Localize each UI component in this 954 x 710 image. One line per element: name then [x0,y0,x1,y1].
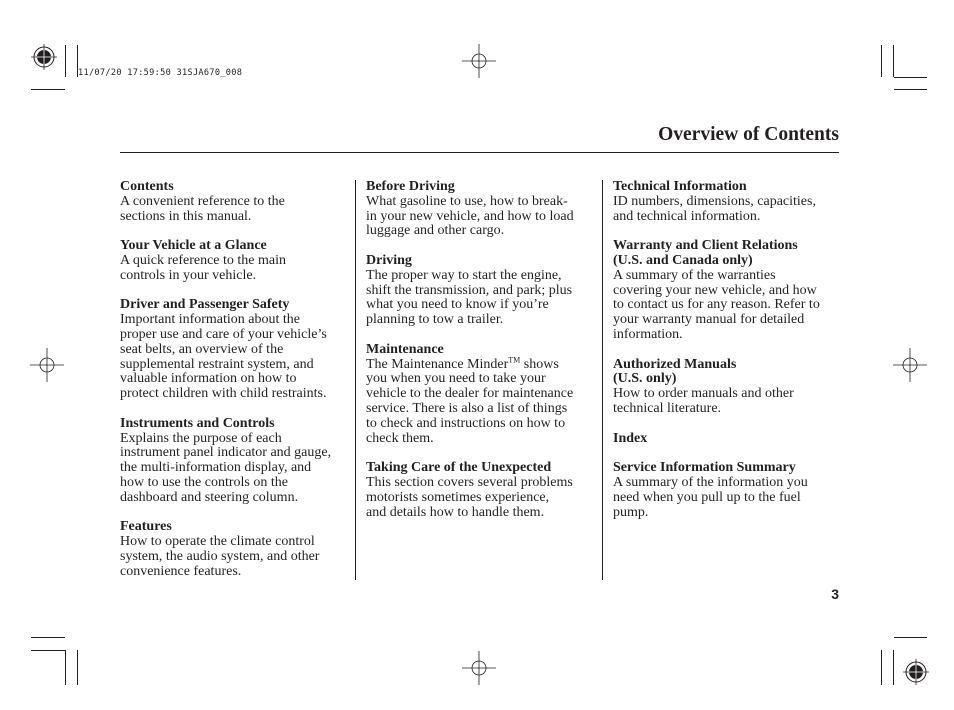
entry-description-line: you when you need to take your [366,371,546,387]
crop-mark-line [31,89,65,90]
title-rule [120,152,839,153]
entry-heading-qualifier: (U.S. and Canada only) [613,252,753,268]
trademark-symbol: TM [508,354,521,364]
entry-heading-qualifier: (U.S. only) [613,371,677,387]
trademark-text: The Maintenance Minder [366,356,509,372]
entry-description-line: How to operate the climate control [120,534,315,550]
entry-heading: Maintenance [366,341,444,357]
entry-description-line: to check and instructions on how to [366,415,566,431]
crosshair-mark-icon [462,44,496,78]
crop-mark-line [881,45,882,77]
entry-description-line: A summary of the information you [613,474,808,490]
crop-mark-line [894,77,927,78]
entry-description-line: need when you pull up to the fuel [613,489,801,505]
entry-description-line: protect children with child restraints. [120,386,327,402]
contents-entry [120,417,352,506]
entry-description-line [366,354,596,373]
entry-heading: Warranty and Client Relations [613,238,798,254]
contents-entry [613,180,839,224]
page-title: Overview of Contents [658,124,839,145]
entry-description-line: what you need to know if you’re [366,297,549,313]
entry-description-line: Explains the purpose of each [120,430,282,446]
entry-heading: Authorized Manuals [613,356,737,372]
entry-heading: Instruments and Controls [120,415,275,431]
column-divider [355,180,356,580]
print-stamp: 11/07/20 17:59:50 31SJA670_008 [78,68,243,78]
crosshair-mark-icon [462,651,496,685]
entry-description-line: shift the transmission, and park; plus [366,282,573,298]
contents-column-1 [120,180,352,594]
entry-description-line: This section covers several problems [366,474,573,490]
entry-description-line: vehicle to the dealer for maintenance [366,386,574,402]
entry-description-line: A summary of the warranties [613,267,776,283]
entry-description-line: The proper way to start the engine, [366,267,562,283]
contents-entry [120,298,352,402]
trademark-text-after: shows [520,356,559,372]
entry-heading: Driver and Passenger Safety [120,297,290,313]
entry-description-line: seat belts, an overview of the [120,341,284,357]
entry-heading: Features [120,519,172,535]
crop-mark-line [77,650,78,685]
contents-entry [366,254,596,328]
entry-description-line: A quick reference to the main [120,252,286,268]
registration-target-icon [902,658,930,686]
entry-description-line: your warranty manual for detailed [613,312,805,328]
entry-description-line: planning to tow a trailer. [366,312,504,328]
entry-description-line: information. [613,326,683,342]
crop-mark-line [893,650,894,685]
entry-heading: Your Vehicle at a Glance [120,238,267,254]
entry-heading: Taking Care of the Unexpected [366,460,552,476]
entry-description-line: What gasoline to use, how to break- [366,193,568,209]
crop-mark-line [894,89,927,90]
contents-column-2 [366,180,596,535]
entry-heading: Contents [120,179,174,194]
column-divider [602,180,603,580]
entry-heading: Before Driving [366,179,455,194]
page-number: 3 [831,586,839,602]
entry-heading: Technical Information [613,179,747,194]
registration-target-icon [30,43,58,71]
contents-entry [613,239,839,343]
entry-description-line: how to use the controls on the [120,474,288,490]
entry-description-line: convenience features. [120,563,242,579]
contents-entry [120,520,352,579]
entry-heading: Driving [366,252,412,268]
entry-heading: Index [613,430,648,446]
entry-description-line: in your new vehicle, and how to load [366,208,574,224]
crosshair-mark-icon [30,348,64,382]
crop-mark-line [894,637,927,638]
entry-description-line: instrument panel indicator and gauge, [120,445,332,461]
crop-mark-line [893,45,894,77]
contents-entry [366,343,596,447]
contents-entry [120,180,352,224]
entry-heading: Service Information Summary [613,460,796,476]
crop-mark-line [65,650,66,685]
contents-entry [120,239,352,283]
entry-description-line: service. There is also a list of things [366,400,568,416]
entry-description-line: and details how to handle them. [366,504,545,520]
entry-description-line: pump. [613,504,649,520]
contents-entry [366,461,596,520]
entry-description-line: luggage and other cargo. [366,223,505,239]
entry-description-line: and technical information. [613,208,761,224]
entry-description-line: check them. [366,430,434,446]
entry-description-line: Important information about the [120,312,301,328]
entry-description-line: technical literature. [613,400,722,416]
entry-description-line: proper use and care of your vehicle’s [120,326,327,342]
crop-mark-line [65,45,66,77]
contents-column-3 [613,180,839,535]
entry-description-line: covering your new vehicle, and how [613,282,817,298]
entry-description-line: to contact us for any reason. Refer to [613,297,820,313]
crosshair-mark-icon [893,348,927,382]
contents-entry [366,180,596,239]
entry-description-line: How to order manuals and other [613,386,794,402]
entry-description-line: valuable information on how to [120,371,297,387]
entry-description-line: A convenient reference to the [120,193,285,209]
entry-description-line: sections in this manual. [120,208,252,224]
entry-description-line: the multi-information display, and [120,460,312,476]
crop-mark-line [881,650,882,685]
entry-description-line: dashboard and steering column. [120,489,299,505]
crop-mark-line [31,650,65,651]
entry-description-line: controls in your vehicle. [120,267,257,283]
contents-entry [613,461,839,520]
contents-entry [613,432,839,447]
crop-mark-line [31,637,65,638]
entry-description-line: system, the audio system, and other [120,548,320,564]
entry-description-line: motorists sometimes experience, [366,489,550,505]
entry-description-line: ID numbers, dimensions, capacities, [613,193,816,209]
entry-description-line: supplemental restraint system, and [120,356,314,372]
contents-entry [613,358,839,417]
